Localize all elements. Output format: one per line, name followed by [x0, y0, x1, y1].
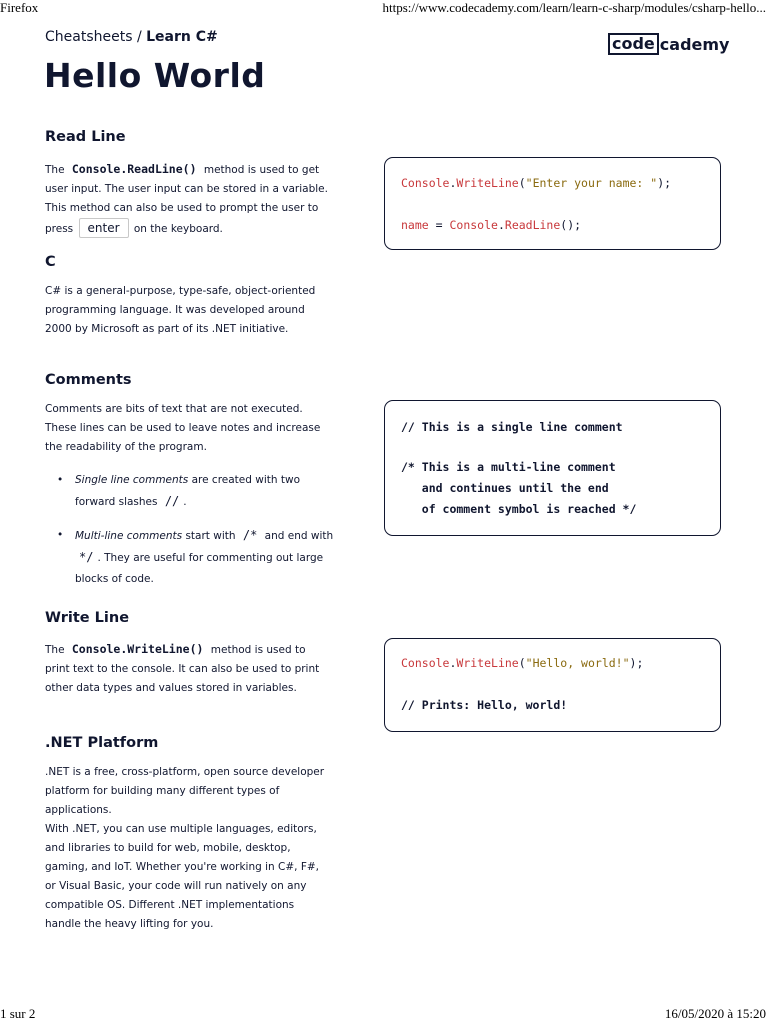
- bullet-text: are created with two forward slashes: [75, 474, 301, 508]
- code-line: and continues until the end: [401, 481, 609, 495]
- dotnet-paragraph: .NET is a free, cross-platform, open source developer platform for building many different types of applications.: [45, 766, 325, 816]
- read-line-text-start: The: [45, 164, 65, 176]
- bullet-text: start with: [185, 530, 236, 542]
- print-header: [0, 0, 768, 16]
- read-line-text-middle: method is used to get user input. The user input can be stored in a variable. This method can also be used to prompt the user to press: [45, 164, 328, 235]
- code-block-write-line: [384, 638, 721, 732]
- bullet-marker: •: [57, 474, 64, 486]
- breadcrumb-separator: /: [132, 29, 147, 45]
- bullet-text: .: [183, 496, 187, 508]
- print-footer-page: 1 sur 2: [0, 1006, 36, 1021]
- print-footer: [0, 1006, 768, 1024]
- breadcrumb-parent[interactable]: Cheatsheets: [45, 29, 133, 45]
- print-footer-date: 16/05/2020 à 15:20: [664, 1006, 766, 1021]
- inline-code-readline: Console.ReadLine(): [71, 162, 197, 176]
- code-block-read-line: [384, 157, 721, 250]
- read-line-text-end: on the keyboard.: [133, 223, 223, 235]
- page-title: Hello World: [44, 56, 266, 95]
- code-block-comments: [384, 400, 721, 536]
- inline-symbol: */: [79, 550, 94, 564]
- code-line: of comment symbol is reached */: [401, 502, 637, 516]
- codecademy-logo[interactable]: [608, 33, 729, 55]
- list-item: [45, 525, 335, 590]
- breadcrumb-current[interactable]: Learn C#: [146, 29, 218, 45]
- inline-symbol: /*: [242, 528, 258, 542]
- comments-description: Comments are bits of text that are not executed. These lines can be used to leave notes and increase the readability of the program.: [45, 403, 321, 453]
- code-line: name = Console.ReadLine();: [401, 218, 582, 232]
- code-line: /* This is a multi-line comment: [401, 460, 616, 474]
- inline-code-writeline: Console.WriteLine(): [71, 642, 204, 656]
- bullet-marker: •: [57, 529, 64, 541]
- dotnet-description: [45, 763, 330, 934]
- code-line: Console.WriteLine("Hello, world!");: [401, 656, 644, 670]
- list-item: [45, 470, 335, 513]
- logo-rest-part: cademy: [659, 34, 730, 54]
- section-heading-write-line: Write Line: [45, 610, 130, 626]
- code-line: Console.WriteLine("Enter your name: ");: [401, 176, 672, 190]
- print-header-url: https://www.codecademy.com/learn/learn-c-sharp/modules/csharp-hello...: [382, 0, 766, 15]
- write-line-description: [45, 640, 330, 698]
- dotnet-paragraph: With .NET, you can use multiple languages, editors, and libraries to build for web, mobile, desktop, gaming, and IoT. Whether you're working in C#, F#, or Visual Basic, your code will run natively on any compatible OS. Different .NET implementations handle the heavy lifting for you.: [45, 823, 320, 930]
- bullet-term: Multi-line comments: [75, 530, 183, 542]
- bullet-term: Single line comments: [75, 474, 189, 486]
- code-line: // This is a single line comment: [401, 420, 623, 434]
- section-heading-dotnet: .NET Platform: [45, 735, 159, 751]
- enter-key: enter: [79, 218, 129, 238]
- comments-bullet-list: [45, 470, 335, 602]
- c-description: C# is a general-purpose, type-safe, object-oriented programming language. It was developed around 2000 by Microsoft as part of its .NET initiative.: [45, 285, 316, 335]
- section-heading-read-line: Read Line: [45, 129, 126, 145]
- breadcrumb: [45, 29, 218, 45]
- print-header-app: Firefox: [0, 0, 39, 15]
- code-line: // Prints: Hello, world!: [401, 698, 568, 712]
- bullet-text: and end with: [264, 530, 334, 542]
- bullet-text: . They are useful for commenting out large blocks of code.: [75, 552, 324, 585]
- section-heading-c: C: [45, 254, 56, 270]
- inline-symbol: //: [164, 494, 180, 508]
- write-line-text-start: The: [45, 644, 65, 656]
- logo-boxed-part: code: [608, 33, 659, 55]
- section-heading-comments: Comments: [45, 372, 132, 388]
- read-line-description: [45, 160, 330, 239]
- write-line-text-end: method is used to print text to the console. It can also be used to print other data types and values stored in variables.: [45, 644, 320, 694]
